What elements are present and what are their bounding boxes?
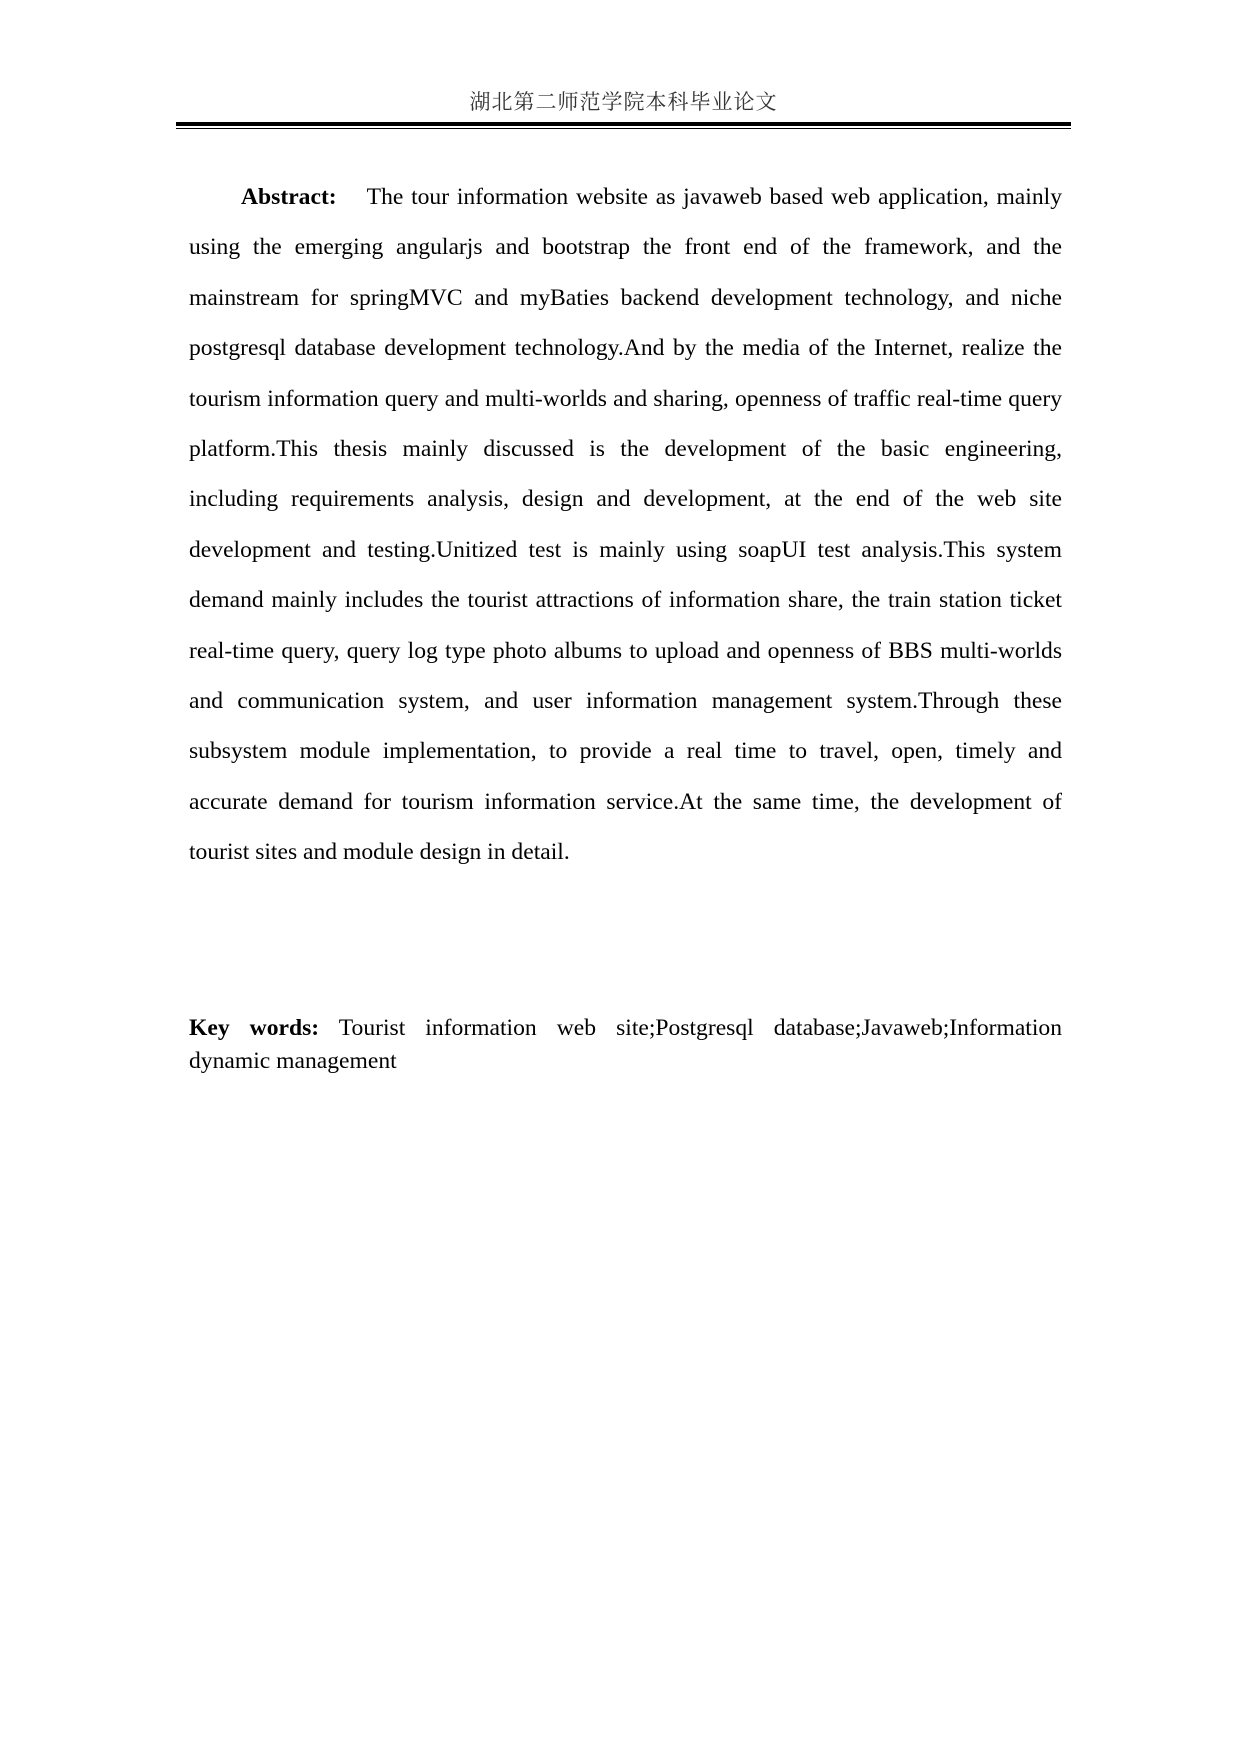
header-rule-thick [176,122,1071,126]
abstract-label: Abstract: [241,184,337,210]
keywords-label: Key words: [189,1015,320,1041]
abstract-paragraph [189,172,1062,878]
running-header: 湖北第二师范学院本科毕业论文 [469,90,778,114]
keywords-paragraph [189,1012,1062,1078]
keywords-text: Tourist information web site;Postgresql database;Javaweb;Information dynamic management [189,1015,1063,1074]
header-rule-thin [176,128,1071,129]
abstract-text: The tour information website as javaweb based web application, mainly using the emerging angularjs and bootstrap the front end of the framework, and the mainstream for springMVC and myBaties backend development technology, and niche postgresql database development technology.And by the media of the Internet, realize the tourism information query and multi-worlds and sharing, openness of traffic real-time query platform.This thesis mainly discussed is the development of the basic engineering, including requirements analysis, design and development, at the end of the web site development and testing.Unitized test is mainly using soapUI test analysis.This system demand mainly includes the tourist attractions of information share, the train station ticket real-time query, query log type photo albums to upload and openness of BBS multi-worlds and communication system, and user information management system.Through these subsystem module implementation, to provide a real time to travel, open, timely and accurate demand for tourism information service.At the same time, the development of tourist sites and module design in detail. [189,184,1062,866]
